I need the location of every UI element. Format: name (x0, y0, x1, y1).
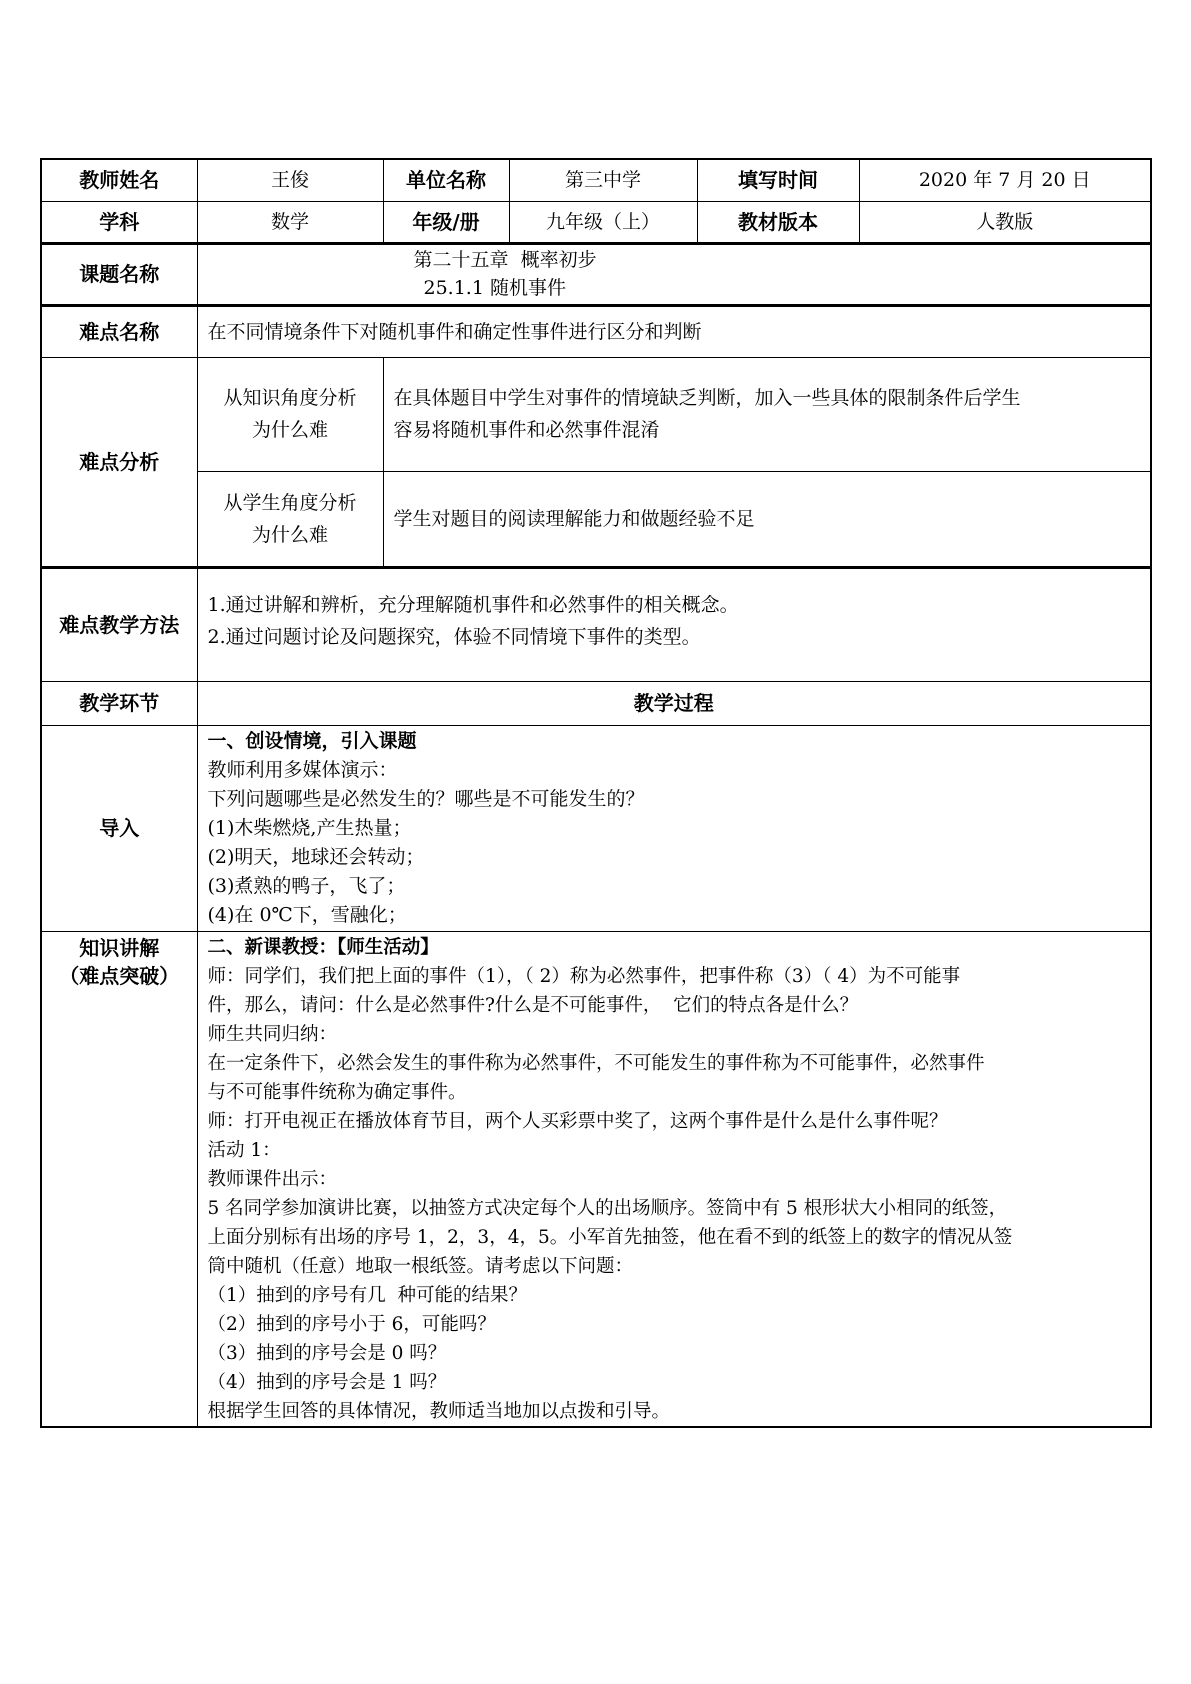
topic-title (197, 243, 1151, 305)
grade-label: 年级/册 (383, 201, 509, 243)
lecture-line: 教师课件出示： (207, 1168, 338, 1190)
lecture-label-1: 知识讲解 (79, 935, 160, 960)
difficulty-label: 难点名称 (41, 305, 197, 357)
method-line-1: 1.通过讲解和辨析，充分理解随机事件和必然事件的相关概念。 (207, 593, 739, 616)
difficulty-text: 在不同情境条件下对随机事件和确定性事件进行区分和判断 (197, 305, 1151, 357)
date-label: 填写时间 (697, 159, 859, 201)
unit-label: 单位名称 (383, 159, 509, 201)
lecture-heading: 二、新课教授：【师生活动】 (207, 936, 439, 958)
lecture-line: （3）抽到的序号会是 0 吗？ (207, 1342, 447, 1364)
topic-line-2: 25.1.1 随机事件 (423, 277, 566, 299)
method-text (197, 567, 1151, 681)
method-label: 难点教学方法 (41, 567, 197, 681)
lecture-line: （4）抽到的序号会是 1 吗？ (207, 1371, 447, 1393)
intro-line: (3)煮熟的鸭子，飞了； (207, 874, 406, 897)
student-angle-text: 学生对题目的阅读理解能力和做题经验不足 (383, 471, 1151, 567)
teaching-process-header: 教学过程 (197, 681, 1151, 725)
knowledge-angle-text (383, 357, 1151, 471)
lecture-line: 与不可能事件统称为确定事件。 (207, 1081, 467, 1103)
student-angle-label-1: 从学生角度分析 (223, 491, 357, 514)
unit-name: 第三中学 (509, 159, 697, 201)
lecture-line: 活动 1： (207, 1139, 281, 1161)
lecture-line: 筒中随机（任意）地取一根纸签。请考虑以下问题： (207, 1255, 634, 1277)
intro-heading: 一、创设情境，引入课题 (207, 729, 417, 752)
topic-label: 课题名称 (41, 243, 197, 305)
analysis-label: 难点分析 (41, 357, 197, 567)
lecture-line: 件，那么，请问：什么是必然事件?什么是不可能事件， 它们的特点各是什么？ (207, 994, 859, 1016)
knowledge-angle-text-2: 容易将随机事件和必然事件混淆 (393, 419, 660, 441)
intro-line: (2)明天，地球还会转动； (207, 845, 425, 868)
lecture-line: 师：同学们，我们把上面的事件（1），（ 2）称为必然事件，把事件称（3）（ 4）为不可能事 (207, 965, 961, 987)
teaching-section-header: 教学环节 (41, 681, 197, 725)
method-line-2: 2.通过问题讨论及问题探究，体验不同情境下事件的类型。 (207, 625, 701, 648)
lecture-line: （2）抽到的序号小于 6，可能吗？ (207, 1313, 496, 1335)
intro-line: 下列问题哪些是必然发生的？哪些是不可能发生的？ (207, 787, 645, 810)
knowledge-angle-label (197, 357, 383, 471)
knowledge-angle-label-2: 为什么难 (251, 419, 328, 441)
lecture-line: （1）抽到的序号有几 种可能的结果？ (207, 1284, 528, 1306)
grade: 九年级（上） (509, 201, 697, 243)
lecture-line: 上面分别标有出场的序号 1，2，3，4，5。小军首先抽签，他在看不到的纸签上的数字的情况从签 (207, 1226, 1013, 1248)
teacher-name-label: 教师姓名 (41, 159, 197, 201)
lecture-line: 师生共同归纳： (207, 1023, 338, 1045)
lecture-content (197, 931, 1151, 1427)
knowledge-angle-text-1: 在具体题目中学生对事件的情境缺乏判断，加入一些具体的限制条件后学生 (393, 387, 1021, 409)
textbook: 人教版 (859, 201, 1151, 243)
intro-content (197, 725, 1151, 931)
student-angle-label-2: 为什么难 (251, 523, 328, 546)
lesson-plan-sheet (40, 158, 1150, 1428)
textbook-label: 教材版本 (697, 201, 859, 243)
intro-line: (4)在 0℃下，雪融化； (207, 903, 407, 926)
lecture-line: 师：打开电视正在播放体育节目，两个人买彩票中奖了，这两个事件是什么是什么事件呢？ (207, 1110, 948, 1132)
knowledge-angle-label-1: 从知识角度分析 (223, 387, 357, 409)
subject-label: 学科 (41, 201, 197, 243)
lecture-line: 在一定条件下，必然会发生的事件称为必然事件，不可能发生的事件称为不可能事件，必然事件 (207, 1052, 985, 1074)
fill-date: 2020 年 7 月 20 日 (859, 159, 1151, 201)
intro-line: 教师利用多媒体演示： (207, 758, 398, 781)
student-angle-label (197, 471, 383, 567)
intro-line: (1)木柴燃烧,产生热量； (207, 816, 412, 839)
lecture-line: 根据学生回答的具体情况，教师适当地加以点拨和引导。 (207, 1400, 671, 1422)
lecture-label-2: （难点突破） (59, 963, 180, 988)
topic-line-1: 第二十五章 概率初步 (413, 249, 597, 271)
lecture-label (41, 931, 197, 1427)
subject: 数学 (197, 201, 383, 243)
lesson-plan-table (40, 158, 1152, 1428)
lecture-line: 5 名同学参加演讲比赛，以抽签方式决定每个人的出场顺序。签筒中有 5 根形状大小相同的纸签， (207, 1197, 1008, 1219)
intro-label: 导入 (41, 725, 197, 931)
teacher-name: 王俊 (197, 159, 383, 201)
